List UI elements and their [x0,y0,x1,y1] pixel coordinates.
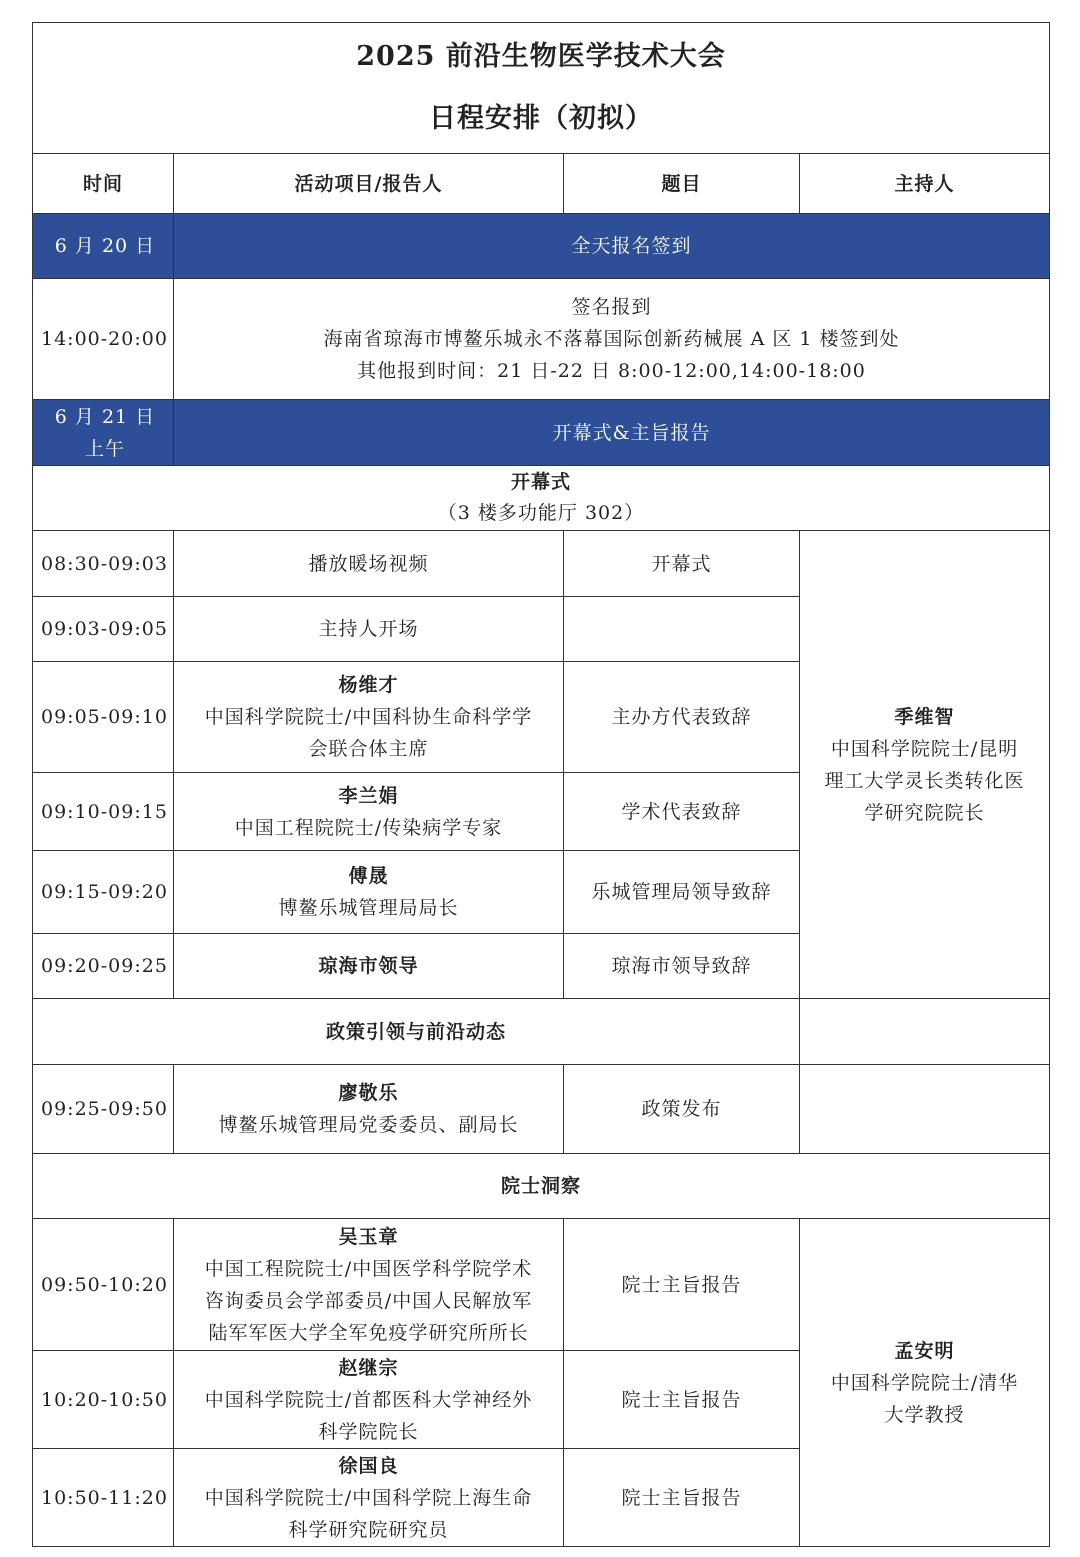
empty-host-cell [800,999,1050,1065]
section-row [33,1154,1050,1219]
host-name: 季维智 [894,705,955,728]
speaker-desc: 咨询委员会学部委员/中国人民解放军 [204,1289,533,1312]
topic-cell: 学术代表致辞 [564,773,800,851]
topic-cell: 琼海市领导致辞 [564,934,800,999]
section-title: 政策引领与前沿动态 [33,999,800,1065]
time-cell: 09:20-09:25 [33,934,174,999]
topic-cell: 院士主旨报告 [564,1449,800,1547]
speaker-cell [174,934,564,999]
header-row [33,154,1050,214]
topic-cell: 院士主旨报告 [564,1351,800,1449]
page-title: 2025 前沿生物医学技术大会 [356,41,726,72]
speaker-cell [174,1351,564,1449]
speaker-name: 杨维才 [338,674,399,696]
col-header-topic: 题目 [564,154,800,214]
time-cell: 09:05-09:10 [33,662,174,773]
opening-row [33,466,1050,531]
band-label: 全天报名签到 [174,214,1050,279]
speaker-desc: 中国工程院院士/传染病学专家 [234,816,503,839]
topic-cell: 开幕式 [564,531,800,597]
speaker-desc: 中国工程院院士/中国医学科学院学术 [204,1257,533,1280]
table-row [33,531,1050,597]
host-desc: 大学教授 [884,1403,965,1426]
time-cell: 09:50-10:20 [33,1219,174,1351]
section-row [33,999,1050,1065]
empty-host-cell [800,1065,1050,1154]
speaker-desc: 中国科学院院士/首都医科大学神经外 [204,1388,533,1411]
speaker-name: 傅晟 [348,865,389,887]
speaker-name: 吴玉章 [338,1225,399,1248]
topic-cell [564,597,800,662]
speaker-name: 琼海市领导 [318,955,419,977]
speaker-desc: 中国科学院院士/中国科协生命科学学 [204,706,533,728]
col-header-host: 主持人 [800,154,1050,214]
time-cell: 09:03-09:05 [33,597,174,662]
host-name: 孟安明 [894,1339,955,1362]
band-date: 6 月 20 日 [33,214,174,279]
day-band-0621 [33,400,1050,466]
registration-line: 签名报到 [571,296,652,318]
time-cell: 10:50-11:20 [33,1449,174,1547]
speaker-desc: 科学院院长 [318,1420,419,1443]
page-subtitle: 日程安排（初拟） [429,103,654,134]
col-header-activity: 活动项目/报告人 [174,154,564,214]
topic-cell: 政策发布 [564,1065,800,1154]
section-title: 开幕式 [511,471,572,493]
host-cell [800,531,1050,999]
section-title: 院士洞察 [33,1154,1050,1219]
speaker-desc: 会联合体主席 [308,738,429,760]
band-label: 开幕式&主旨报告 [174,400,1050,466]
topic-cell: 院士主旨报告 [564,1219,800,1351]
activity-cell: 主持人开场 [174,597,564,662]
speaker-desc: 科学研究院研究员 [288,1518,449,1541]
host-desc: 中国科学院院士/昆明 [830,737,1019,760]
speaker-cell [174,1219,564,1351]
speaker-cell [174,662,564,773]
speaker-cell [174,1065,564,1154]
table-row [33,1065,1050,1154]
time-cell: 09:10-09:15 [33,773,174,851]
speaker-name: 赵继宗 [338,1356,399,1379]
time-cell: 14:00-20:00 [33,279,174,400]
opening-cell [33,466,1050,531]
speaker-name: 徐国良 [338,1454,399,1477]
table-row [33,279,1050,400]
title-block [33,23,1050,154]
topic-cell: 主办方代表致辞 [564,662,800,773]
speaker-name: 李兰娟 [338,784,399,807]
speaker-cell [174,1449,564,1547]
registration-line: 其他报到时间：21 日-22 日 8:00-12:00,14:00-18:00 [357,360,866,382]
host-desc: 中国科学院院士/清华 [830,1371,1019,1394]
time-cell: 08:30-09:03 [33,531,174,597]
schedule-table [32,22,1050,1547]
speaker-cell [174,773,564,851]
col-header-time: 时间 [33,154,174,214]
registration-line: 海南省琼海市博鳌乐城永不落幕国际创新药械展 A 区 1 楼签到处 [323,328,900,350]
registration-cell [174,279,1050,400]
host-cell [800,1219,1050,1547]
speaker-cell [174,851,564,934]
venue-text: （3 楼多功能厅 302） [437,502,645,524]
speaker-desc: 陆军军医大学全军免疫学研究所所长 [208,1321,529,1344]
speaker-desc: 中国科学院院士/中国科学院上海生命 [204,1486,533,1509]
band-date: 6 月 21 日上午 [33,400,174,466]
activity-cell: 播放暖场视频 [174,531,564,597]
time-cell: 09:25-09:50 [33,1065,174,1154]
time-cell: 09:15-09:20 [33,851,174,934]
host-desc: 理工大学灵长类转化医 [824,769,1025,792]
time-cell: 10:20-10:50 [33,1351,174,1449]
speaker-desc: 博鳌乐城管理局局长 [278,897,459,919]
speaker-name: 廖敬乐 [338,1082,399,1104]
day-band-0620 [33,214,1050,279]
speaker-desc: 博鳌乐城管理局党委委员、副局长 [218,1114,519,1136]
table-row [33,1219,1050,1351]
topic-cell: 乐城管理局领导致辞 [564,851,800,934]
host-desc: 学研究院院长 [864,801,985,824]
